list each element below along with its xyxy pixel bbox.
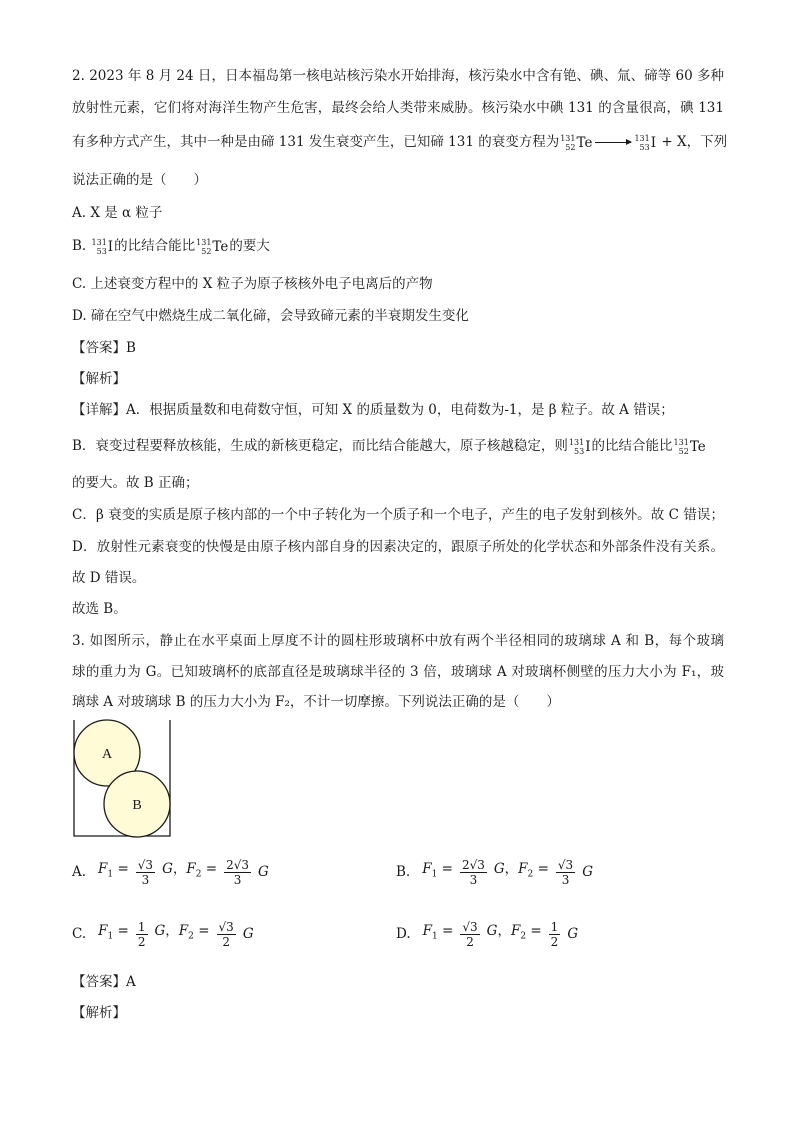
q2-option-b-label: B. [72, 238, 91, 254]
q2-line-3-suffix: ，下列 [686, 134, 728, 150]
q3-text-line-1: 3. 如图所示，静止在水平桌面上厚度不计的圆柱形玻璃杯中放有两个半径相同的玻璃球 A 和 B，每个玻璃 [72, 633, 724, 649]
fraction: $\frac{√3}{2}$ [218, 919, 234, 949]
q3-option-a: A. $F_1$ = $\frac{√3}{3}$ G，$F_2$ = $\frac{2√3}{3}$ G [72, 857, 269, 887]
q2-detail-b-end: 的要大。故 B 正确； [72, 475, 199, 491]
q2-conclusion: 故选 B。 [72, 601, 127, 617]
q2-option-b [72, 236, 270, 257]
fraction: $\frac{√3}{3}$ [557, 857, 574, 887]
q2-detail-c: C．β 衰变的实质是原子核内部的一个中子转化为一个质子和一个电子，产生的电子发射到核外。故 C 错误； [72, 507, 724, 523]
symbol-g: G [493, 861, 505, 878]
nuclide-i-charge: 53 [574, 446, 585, 456]
symbol-g: G [567, 926, 579, 942]
q2-detail-b [72, 436, 707, 457]
nuclide-te-symbol: Te [212, 238, 229, 255]
nuclide-te-symbol: Te [689, 438, 706, 455]
q2-text-line-3 [72, 132, 727, 153]
fraction-numerator: 1 [137, 919, 146, 934]
symbol-f: F [422, 861, 432, 878]
nuclide-i-charge: 53 [96, 246, 107, 256]
nuclide-te-charge: 52 [678, 446, 689, 456]
nuclide-te-charge: 52 [201, 246, 212, 256]
nuclide-te [674, 437, 706, 457]
subscript-2: 2 [527, 869, 534, 880]
q2-text-line-4: 说法正确的是（ ） [72, 172, 207, 188]
nuclide-te-symbol: Te [576, 134, 593, 151]
nuclide-te-mass: 131 [196, 237, 212, 247]
option-label: B. [396, 864, 411, 880]
symbol-f: F [510, 923, 521, 940]
symbol-g: G [258, 864, 269, 880]
fraction-coefficient: 2 [226, 857, 234, 872]
subscript-2: 2 [520, 931, 527, 942]
q3-analysis-label: 【解析】 [72, 1005, 126, 1021]
decay-arrow [595, 142, 631, 143]
fraction-denominator: 2 [550, 934, 559, 949]
option-label: C. [72, 926, 87, 942]
q2-option-a: A. X 是 α 粒子 [72, 205, 163, 221]
nuclide-i-symbol: I [107, 238, 114, 255]
symbol-g: G [242, 926, 254, 942]
nuclide-i [634, 133, 656, 153]
nuclide-te [196, 237, 228, 257]
fraction-coefficient: 2 [461, 857, 470, 872]
q2-line-3-prefix: 有多种方式产生，其中一种是由碲 131 发生衰变产生，已知碲 131 的衰变方程为 [72, 134, 560, 150]
nuclide-i-mass: 131 [634, 133, 650, 143]
fraction: $\frac{2√3}{3}$ [461, 857, 485, 887]
fraction-numerator: 1 [550, 919, 559, 934]
q2-text-line-1: 2. 2023 年 8 月 24 日，日本福岛第一核电站核污染水开始排海，核污染水中含有铯、碘、氚、碲等 60 多种 [72, 68, 724, 84]
q3-option-d: D. $F_1$ = $\frac{√3}{2}$ G，$F_2$ = $\frac{1}{2}$ G [396, 919, 579, 949]
subscript-1: 1 [431, 869, 438, 880]
equation-plus-x: + X [657, 134, 687, 150]
fraction-numerator: 3 [470, 919, 478, 934]
nuclide-te [560, 133, 592, 153]
fraction [549, 920, 561, 949]
q2-option-b-middle: 的比结合能比 [114, 238, 196, 254]
q2-detail-b-prefix: B．衰变过程要释放核能，生成的新核更稳定，而比结合能越大，原子核越稳定，则 [72, 438, 568, 454]
fraction-numerator: 3 [226, 919, 234, 934]
nuclide-i [92, 237, 114, 257]
symbol-g: G [582, 864, 593, 880]
glass-cup-figure [70, 716, 174, 840]
fraction: $\frac{√3}{2}$ [462, 919, 478, 949]
nuclide-i-charge: 53 [639, 142, 650, 152]
symbol-f: F [178, 923, 189, 940]
symbol-f: F [422, 923, 433, 940]
symbol-g: G [154, 923, 166, 940]
q3-text-line-3: 璃球 A 对玻璃球 B 的压力大小为 F₂，不计一切摩擦。下列说法正确的是（ ） [72, 694, 560, 710]
subscript-2: 2 [195, 869, 202, 880]
q3-option-b: B. $F_1$ = $\frac{2√3}{3}$ G，$F_2$ = $\frac{√3}{3}$ G [396, 857, 593, 887]
nuclide-i [569, 437, 591, 457]
subscript-1: 1 [107, 869, 114, 880]
nuclide-i-mass: 131 [91, 237, 107, 247]
nuclide-i-symbol: I [585, 438, 591, 455]
symbol-f: F [186, 861, 196, 878]
fraction-denominator: 2 [466, 934, 474, 949]
nuclide-i-symbol: I [650, 134, 657, 151]
symbol-f: F [98, 923, 108, 940]
ball-a-label: A [101, 747, 113, 762]
subscript-2: 2 [188, 931, 194, 942]
fraction-denominator: 3 [141, 872, 150, 887]
symbol-g: G [162, 861, 173, 878]
q2-analysis-label: 【解析】 [72, 371, 126, 387]
fraction-denominator: 3 [233, 872, 242, 887]
q2-detail-b-middle: 的比结合能比 [591, 438, 673, 454]
q2-option-c: C. 上述衰变方程中的 X 粒子为原子核核外电子电离后的产物 [72, 276, 433, 292]
q2-option-d: D. 碲在空气中燃烧生成二氧化碲，会导致碲元素的半衰期发生变化 [72, 308, 469, 324]
fraction-denominator: 3 [469, 872, 478, 887]
fraction-denominator: 2 [222, 934, 230, 949]
fraction-numerator: 3 [241, 857, 250, 872]
option-label: A. [72, 864, 87, 880]
fraction: $\frac{√3}{3}$ [137, 857, 154, 887]
nuclide-te-mass: 131 [673, 437, 689, 447]
nuclide-i-mass: 131 [568, 437, 585, 447]
nuclide-te-charge: 52 [565, 142, 576, 152]
fraction-denominator: 3 [561, 872, 570, 887]
ball-b-label: B [132, 798, 142, 813]
fraction: $\frac{2√3}{3}$ [226, 857, 250, 887]
option-label: D. [396, 926, 411, 942]
fraction-numerator: 3 [477, 857, 485, 872]
subscript-1: 1 [107, 931, 114, 942]
symbol-f: F [518, 861, 528, 878]
q2-detail-a: 【详解】A．根据质量数和电荷数守恒，可知 X 的质量数为 0，电荷数为-1，是 β 粒子。故 A 错误； [72, 402, 674, 418]
q3-answer: 【答案】A [72, 974, 136, 990]
fraction-numerator: 3 [145, 857, 154, 872]
q2-answer: 【答案】B [72, 340, 136, 356]
q3-text-line-2: 球的重力为 G。已知玻璃杯的底部直径是玻璃球半径的 3 倍，玻璃球 A 对玻璃杯侧壁的压力大小为 F₁，玻 [72, 664, 724, 680]
subscript-1: 1 [432, 931, 438, 942]
fraction-denominator: 2 [137, 934, 146, 949]
q2-text-line-2: 放射性元素，它们将对海洋生物产生危害，最终会给人类带来威胁。核污染水中碘 131 的含量很高，碘 131 [72, 100, 724, 116]
q2-option-b-suffix: 的要大 [229, 238, 270, 254]
q2-detail-d-end: 故 D 错误。 [72, 570, 146, 586]
fraction [136, 920, 148, 949]
symbol-g: G [486, 923, 498, 940]
q3-option-c: C. $F_1$ = $\frac{1}{2}$ G，$F_2$ = $\frac{√3}{2}$ G [72, 919, 254, 949]
symbol-f: F [98, 861, 108, 878]
q2-detail-d: D．放射性元素衰变的快慢是由原子核内部自身的因素决定的，跟原子所处的化学状态和外部条件没有关系。 [72, 539, 724, 555]
nuclide-te-mass: 131 [560, 133, 576, 143]
fraction-numerator: 3 [565, 857, 574, 872]
